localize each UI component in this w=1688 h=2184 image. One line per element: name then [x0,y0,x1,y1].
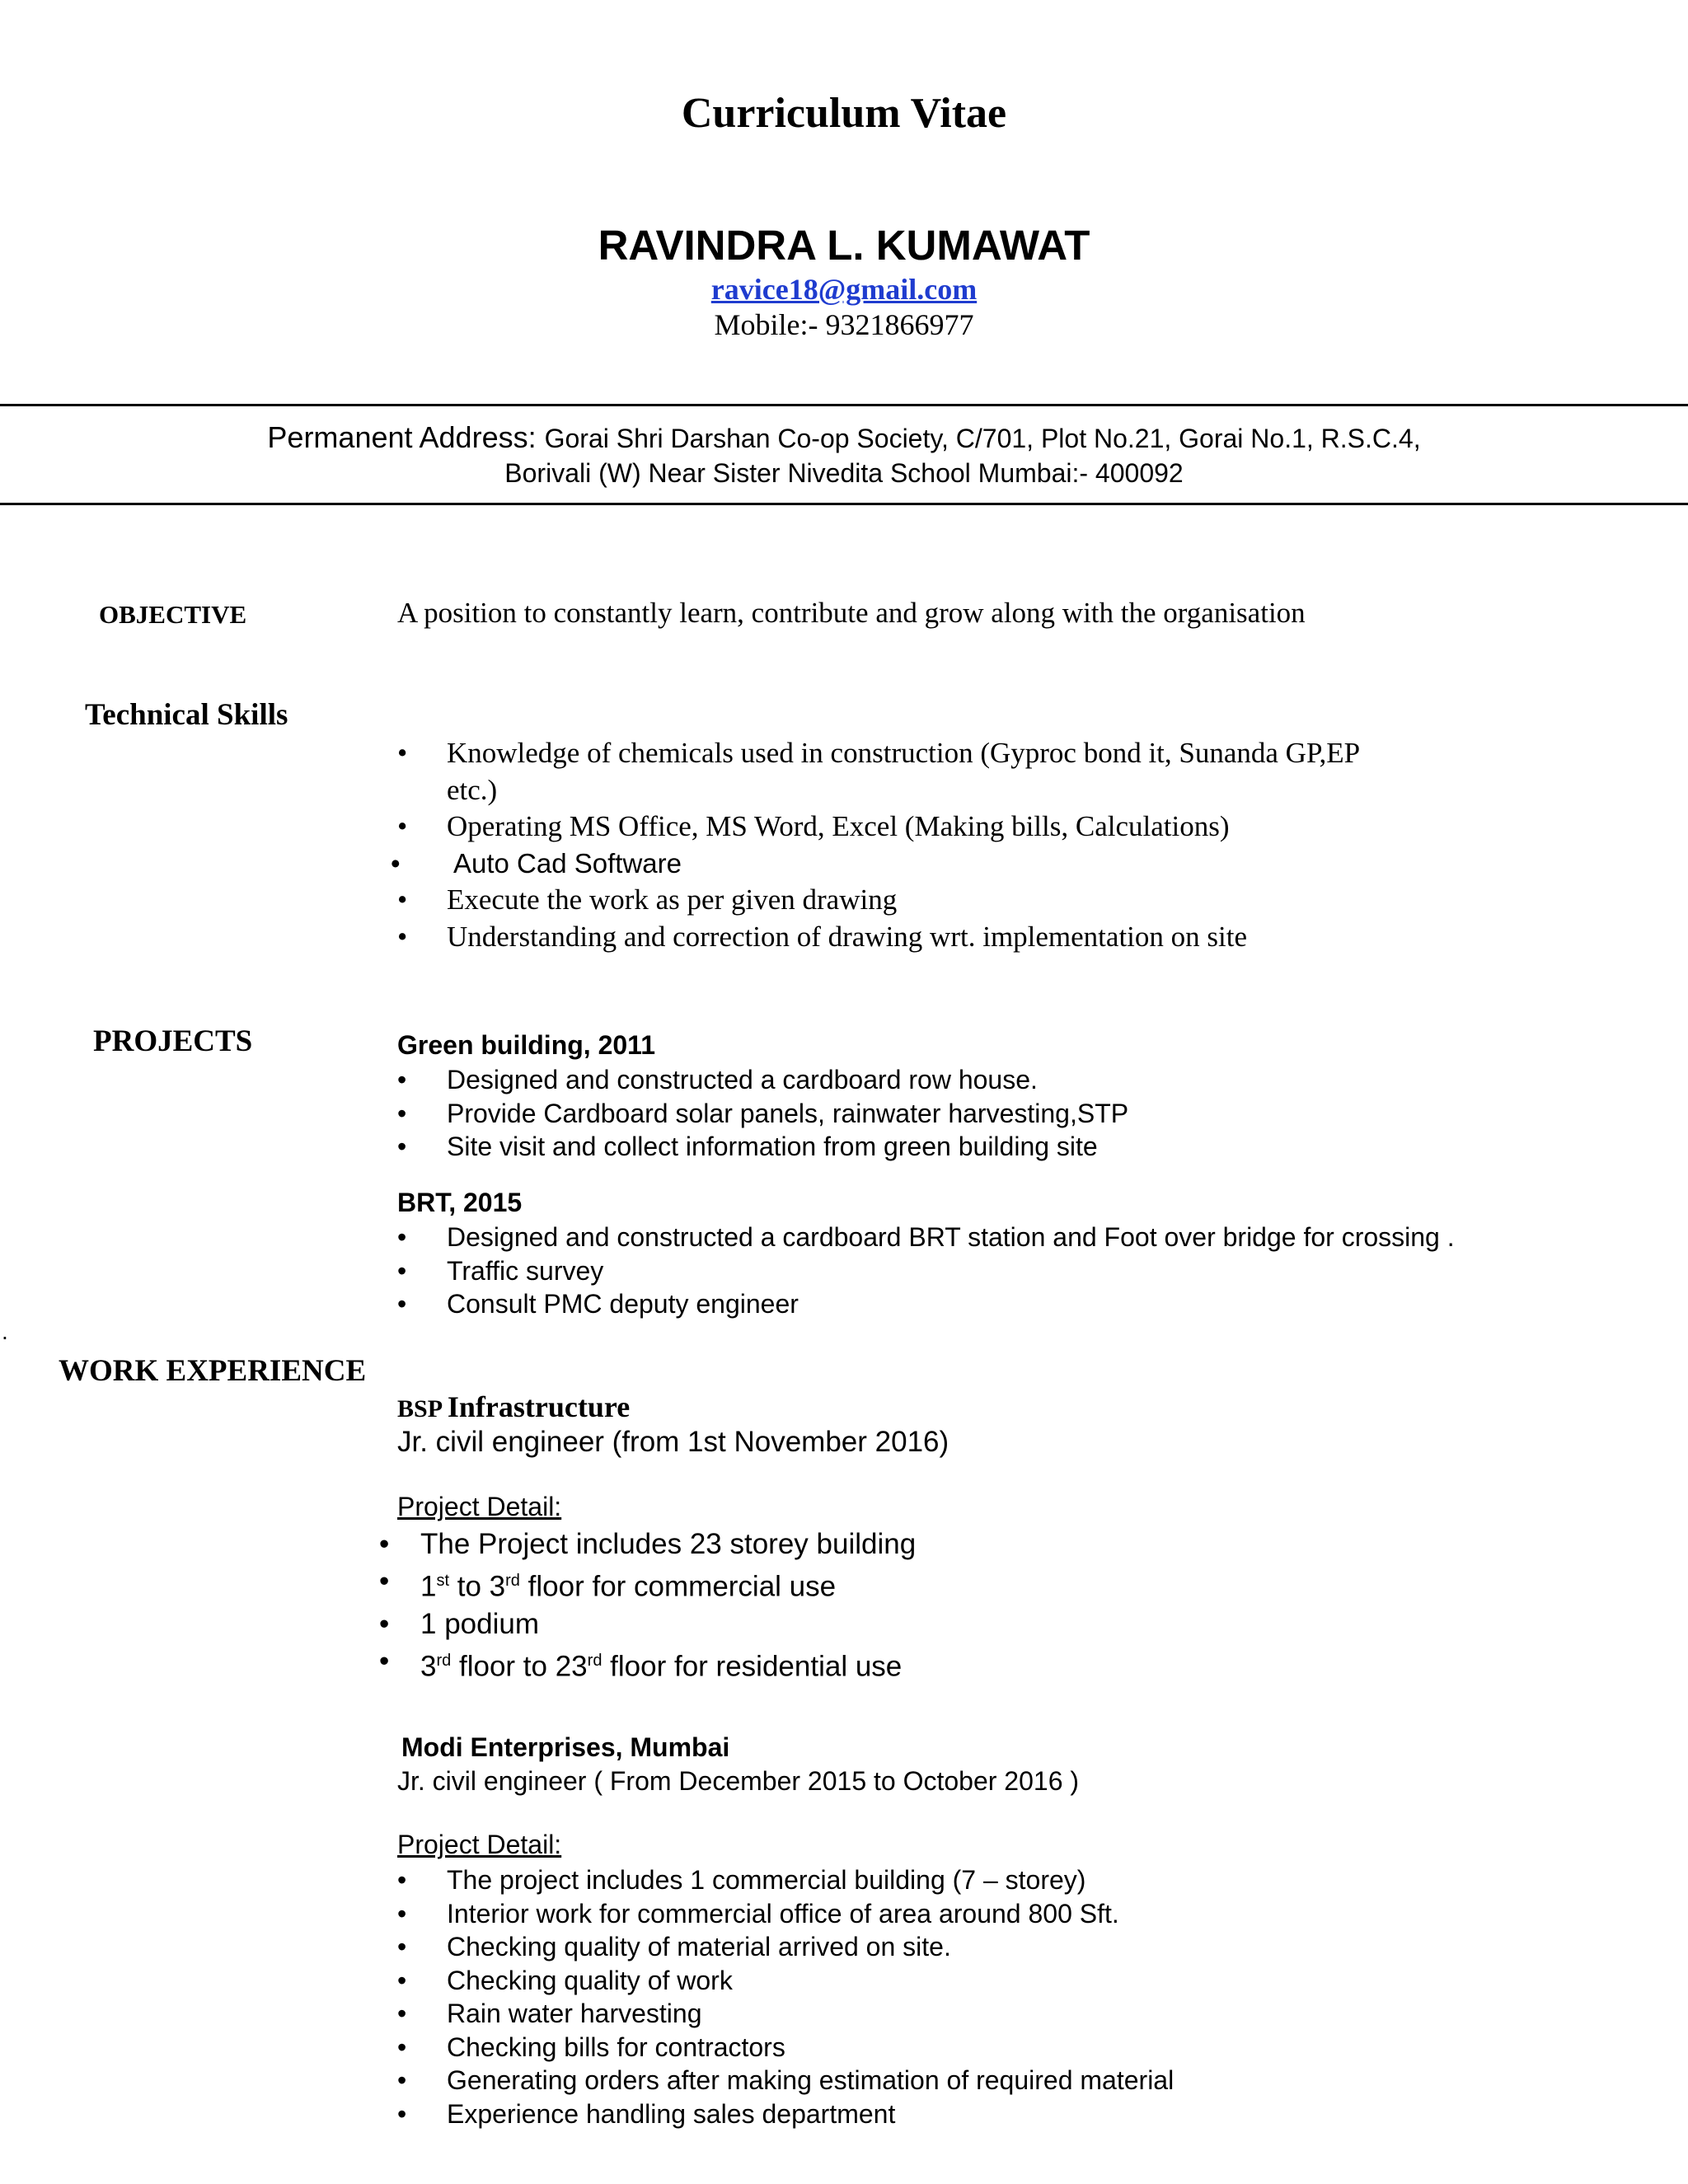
address-line-1 [0,420,1688,455]
list-item: • Knowledge of chemicals used in construction (Gyproc bond it, Sunanda GP,EP [397,737,1361,769]
list-item: • Checking bills for contractors [397,2032,785,2062]
list-item: • Provide Cardboard solar panels, rainwater harvesting,STP [397,1098,1129,1128]
list-item: • The project includes 1 commercial building (7 – storey) [397,1865,1086,1895]
email-link[interactable]: ravice18@gmail.com [710,273,978,306]
job-items [397,1863,1175,2130]
list-item: • Operating MS Office, MS Word, Excel (Making bills, Calculations) [397,810,1230,842]
list-item: • Designed and constructed a cardboard BRT station and Foot over bridge for crossing . [397,1222,1455,1252]
project-detail-label: Project Detail: [397,1492,562,1521]
list-item: • Traffic survey [397,1255,604,1286]
list-item: • 3rd floor to 23rd floor for residential use [379,1644,903,1683]
list-item: • Interior work for commercial office of area around 800 Sft. [397,1898,1119,1929]
list-item: • The Project includes 23 storey building [379,1528,917,1560]
list-item: • 1st to 3rd floor for commercial use [379,1565,837,1603]
list-item: • Experience handling sales department [397,2098,896,2129]
list-item: • Designed and constructed a cardboard row house. [397,1065,1038,1094]
list-item: • Site visit and collect information from green building site [397,1132,1098,1161]
list-item: • Checking quality of material arrived on site. [397,1932,951,1961]
email-line [0,272,1688,307]
list-item: • Generating orders after making estimation of required material [397,2065,1175,2095]
list-item: • Checking quality of work [397,1965,733,1995]
candidate-name: RAVINDRA L. KUMAWAT [598,222,1090,269]
project-items [397,1221,1455,1321]
mobile-number: Mobile:- 9321866977 [714,308,974,341]
work-experience-label: WORK EXPERIENCE [59,1354,367,1388]
list-item: • Consult PMC deputy engineer [397,1289,799,1319]
document-title: Curriculum Vitae [681,90,1007,137]
address-label: Permanent Address: [267,420,545,454]
address-text-1: Gorai Shri Darshan Co-op Society, C/701, Plot No.21, Gorai No.1, R.S.C.4, [544,424,1421,453]
list-item: etc.) [447,773,498,806]
stray-dot: . [2,1319,8,1344]
company-name: BSP Infrastructure [397,1390,631,1423]
project-detail-label: Project Detail: [397,1830,562,1859]
technical-skills-label: Technical Skills [85,698,288,732]
project-title: BRT, 2015 [397,1188,523,1217]
company-name: Modi Enterprises, Mumbai [401,1732,730,1762]
projects-label: PROJECTS [93,1024,253,1058]
job-role: Jr. civil engineer ( From December 2015 to October 2016 ) [397,1766,1080,1796]
top-divider [0,404,1688,406]
technical-skills-list [391,735,1361,955]
list-item: • 1 podium [379,1607,539,1640]
list-item: • Rain water harvesting [397,1999,702,2028]
list-item: • Understanding and correction of drawing wrt. implementation on site [397,920,1247,953]
job-role: Jr. civil engineer (from 1st November 2016) [397,1426,950,1458]
job-items [379,1526,917,1685]
list-item: • Execute the work as per given drawing [397,883,898,916]
address-line-2: Borivali (W) Near Sister Nivedita School Mumbai:- 400092 [504,458,1184,488]
project-title: Green building, 2011 [397,1030,655,1060]
list-item: • Auto Cad Software [391,847,682,879]
bottom-divider [0,503,1688,505]
project-items [397,1063,1129,1164]
objective-label: OBJECTIVE [99,600,247,629]
objective-text: A position to constantly learn, contribute and grow along with the organisation [397,597,1306,629]
